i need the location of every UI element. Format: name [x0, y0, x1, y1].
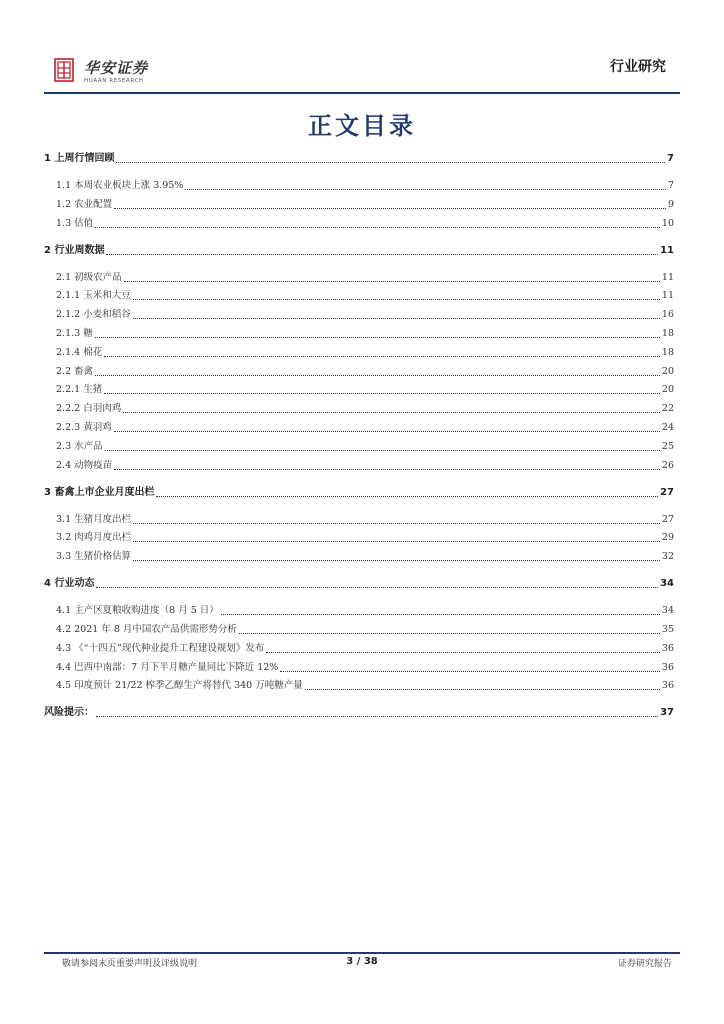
- toc-entry-title: 3.1 生猪月度出栏: [56, 513, 132, 525]
- company-logo: [54, 58, 214, 88]
- toc-entry[interactable]: [44, 361, 674, 379]
- toc-entry-page: 18: [661, 346, 674, 358]
- toc-entry-title: 1.1 本周农业板块上涨 3.95%: [56, 180, 184, 191]
- toc-dot-leader: [133, 523, 660, 524]
- toc-entry[interactable]: [44, 638, 674, 656]
- toc-entry-title: 2.1.3 糖: [56, 328, 93, 339]
- toc-entry[interactable]: [44, 240, 674, 258]
- logo-seal-icon: [54, 58, 74, 82]
- toc-entry-page: 20: [661, 365, 674, 377]
- toc-dot-leader: [114, 208, 666, 209]
- toc-entry-title: 4.3 《“十四五”现代种业提升工程建设规划》发布: [56, 642, 265, 654]
- toc-dot-leader: [96, 587, 658, 588]
- toc-entry-title: 3.3 生猪价格估算: [56, 551, 132, 563]
- toc-entry-page: 35: [661, 624, 674, 635]
- toc-entry-page: 11: [661, 271, 674, 283]
- toc-entry-title: 4.1 主产区夏粮收购进度（8 月 5 日）: [56, 605, 219, 617]
- toc-entry[interactable]: [44, 455, 674, 473]
- toc-entry-page: 7: [667, 153, 674, 164]
- toc-entry-page: 36: [661, 642, 674, 654]
- toc-dot-leader: [114, 469, 660, 470]
- toc-entry-title: 风险提示：: [44, 707, 94, 719]
- toc-entry-title: 4.4 巴西中南部：7 月下半月糖产量同比下降近 12%: [56, 661, 279, 673]
- toc-entry-title: 1.3 估值: [56, 217, 94, 229]
- toc-entry-title: 2.2 畜禽: [56, 365, 94, 377]
- toc-dot-leader: [133, 560, 660, 561]
- toc-entry-title: 2 行业周数据: [44, 244, 105, 256]
- toc-entry-title: 2.1.1 玉米和大豆: [56, 290, 131, 302]
- toc-entry[interactable]: [44, 194, 674, 212]
- toc-entry-page: 27: [660, 486, 674, 498]
- logo-subtitle: HUAAN RESEARCH: [84, 78, 144, 84]
- toc-entry[interactable]: [44, 379, 674, 397]
- logo-name: 华安证券: [84, 59, 149, 77]
- toc-entry-page: 20: [661, 384, 674, 396]
- toc-dot-leader: [239, 633, 660, 634]
- toc-entry-title: 2.3 水产品: [56, 440, 103, 452]
- toc-dot-leader: [116, 162, 665, 163]
- toc-entry-title: 1 上周行情回顾: [44, 153, 115, 164]
- toc-dot-leader: [123, 412, 660, 413]
- toc-entry[interactable]: [44, 546, 674, 564]
- toc-entry[interactable]: [44, 702, 674, 720]
- toc-entry-title: 2.2.2 白羽肉鸡: [56, 403, 122, 415]
- toc-dot-leader: [95, 375, 660, 376]
- toc-entry-page: 22: [661, 403, 674, 415]
- toc-entry-title: 4.2 2021 年 8 月中国农产品供需形势分析: [56, 624, 237, 635]
- toc-dot-leader: [105, 450, 660, 451]
- toc-entry[interactable]: [44, 342, 674, 360]
- toc-entry[interactable]: [44, 304, 674, 322]
- toc-entry-title: 2.2.1 生猪: [56, 384, 103, 396]
- toc-dot-leader: [106, 254, 658, 255]
- toc-dot-leader: [104, 356, 660, 357]
- toc-entry-page: 24: [661, 422, 674, 433]
- toc-entry-page: 32: [661, 551, 674, 563]
- toc-entry[interactable]: [44, 573, 674, 591]
- toc-dot-leader: [114, 431, 660, 432]
- toc-entry-page: 34: [661, 605, 674, 617]
- toc-entry-title: 4 行业动态: [44, 578, 95, 590]
- toc-entry-title: 3.2 肉鸡月度出栏: [56, 532, 132, 544]
- toc-dot-leader: [133, 541, 660, 542]
- footer-disclaimer: 敬请参阅末页重要声明及评级说明: [62, 959, 198, 969]
- toc-entry[interactable]: [44, 482, 674, 500]
- toc-entry-page: 37: [660, 707, 674, 719]
- toc-entry[interactable]: [44, 267, 674, 285]
- toc-entry[interactable]: [44, 323, 674, 341]
- toc-dot-leader: [95, 227, 660, 228]
- toc-dot-leader: [124, 281, 660, 282]
- toc-entry-page: 9: [667, 198, 674, 210]
- toc-entry[interactable]: [44, 148, 674, 166]
- toc-entry-page: 36: [661, 661, 674, 673]
- toc-dot-leader: [95, 337, 660, 338]
- toc-entry-title: 2.2.3 黄羽鸡: [56, 422, 112, 433]
- toc-dot-leader: [280, 671, 660, 672]
- toc-entry[interactable]: [44, 527, 674, 545]
- toc-dot-leader: [221, 614, 660, 615]
- page-number: 3 / 38: [346, 956, 378, 967]
- toc-entry[interactable]: [44, 675, 674, 693]
- toc-entry-title: 2.1.4 棉花: [56, 346, 103, 358]
- toc-dot-leader: [266, 652, 660, 653]
- toc-dot-leader: [133, 299, 660, 300]
- toc-dot-leader: [133, 318, 660, 319]
- toc-entry-page: 25: [661, 440, 674, 452]
- page-title: 正文目录: [308, 112, 416, 140]
- toc-entry-page: 10: [661, 217, 674, 229]
- toc-entry-page: 34: [660, 578, 674, 590]
- toc-entry-page: 16: [661, 309, 674, 321]
- toc-entry[interactable]: [44, 509, 674, 527]
- footer-report-type: 证券研究报告: [617, 959, 672, 969]
- toc-entry[interactable]: [44, 417, 674, 435]
- toc-dot-leader: [156, 496, 658, 497]
- toc-entry-title: 3 畜禽上市企业月度出栏: [44, 486, 155, 498]
- toc-entry-title: 4.5 印度预计 21/22 榨季乙醇生产将替代 340 万吨糖产量: [56, 680, 303, 692]
- toc-entry-page: 27: [661, 513, 674, 525]
- toc-entry-title: 1.2 农业配置: [56, 198, 113, 210]
- toc-entry[interactable]: [44, 175, 674, 193]
- section-label: 行业研究: [610, 59, 666, 75]
- toc-entry-title: 2.4 动物疫苗: [56, 459, 113, 471]
- toc-entry[interactable]: [44, 600, 674, 618]
- toc-entry-page: 11: [661, 290, 674, 302]
- toc-entry-page: 26: [661, 459, 674, 471]
- toc-dot-leader: [185, 189, 666, 190]
- toc-dot-leader: [104, 393, 660, 394]
- toc-entry[interactable]: [44, 436, 674, 454]
- toc-entry[interactable]: [44, 398, 674, 416]
- toc-entry-title: 2.1 初级农产品: [56, 271, 122, 283]
- toc-entry-page: 18: [661, 328, 674, 339]
- page-header: [44, 54, 684, 92]
- toc-entry[interactable]: [44, 285, 674, 303]
- footer-divider: [44, 952, 680, 954]
- toc-entry[interactable]: [44, 619, 674, 637]
- toc-entry[interactable]: [44, 213, 674, 231]
- toc-entry-title: 2.1.2 小麦和稻谷: [56, 309, 131, 321]
- toc-dot-leader: [96, 716, 658, 717]
- toc-entry[interactable]: [44, 657, 674, 675]
- toc-entry-page: 29: [661, 532, 674, 544]
- header-divider: [44, 92, 680, 94]
- toc-dot-leader: [305, 689, 660, 690]
- toc-entry-page: 36: [661, 680, 674, 692]
- toc-entry-page: 7: [667, 180, 674, 191]
- toc-entry-page: 11: [660, 244, 674, 256]
